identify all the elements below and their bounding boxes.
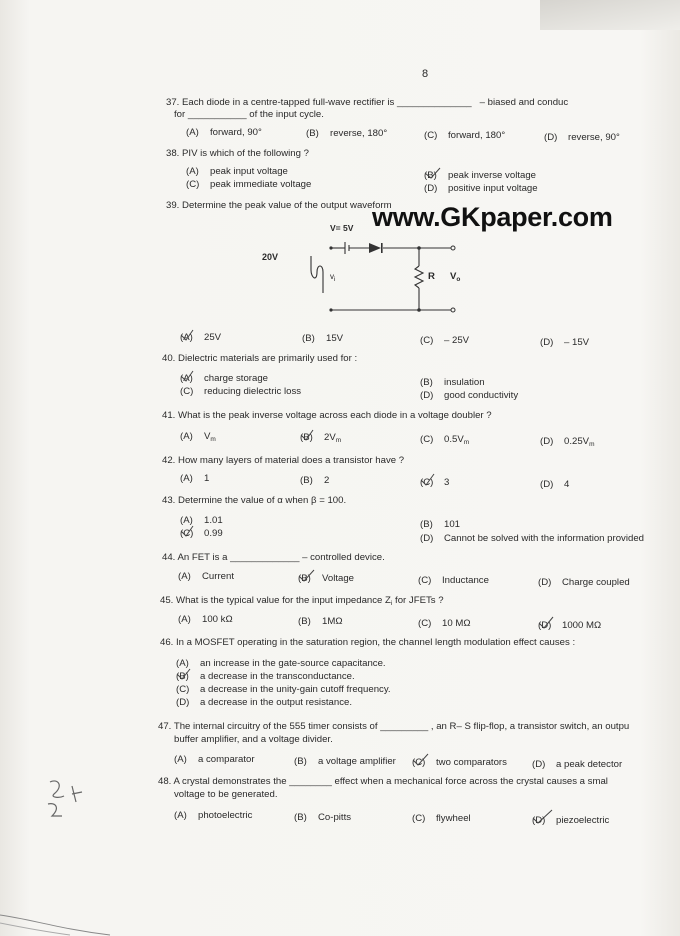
option-47-a: (A) a comparator bbox=[174, 754, 255, 765]
margin-handwriting bbox=[42, 772, 102, 832]
watermark: www.GKpaper.com bbox=[372, 202, 613, 232]
option-45-b: (B) 1MΩ bbox=[298, 616, 343, 627]
option-47-b: (B) a voltage amplifier bbox=[294, 756, 396, 767]
option-42-d: (D) 4 bbox=[540, 479, 570, 490]
option-43-d: (D) Cannot be solved with the information provided bbox=[420, 533, 644, 544]
option-46-b: (B) a decrease in the transconductance. bbox=[176, 671, 355, 682]
option-41-c: (C) $0.5V_m$ bbox=[420, 434, 470, 446]
option-48-b: (B) Co-pitts bbox=[294, 812, 352, 823]
option-48-d: (D) piezoelectric bbox=[532, 815, 610, 826]
question-45: 45. What is the typical value for the input impedance $Z_i$ for JFETs ? bbox=[160, 595, 444, 607]
question-43: 43. Determine the value of α when β = 100. bbox=[162, 495, 347, 506]
option-44-c: (C) Inductance bbox=[418, 575, 489, 586]
page-number: 8 bbox=[422, 68, 429, 80]
question-37-line2: for ___________ of the input cycle. bbox=[174, 109, 324, 120]
option-40-c: (C) reducing dielectric loss bbox=[180, 386, 302, 397]
question-42: 42. How many layers of material does a transistor have ? bbox=[162, 455, 405, 466]
option-46-c: (C) a decrease in the unity-gain cutoff frequency. bbox=[176, 684, 391, 695]
option-37-a: (A) forward, 90° bbox=[186, 127, 262, 138]
vi-label: $v_i$ bbox=[330, 272, 336, 283]
resistor-label: R bbox=[428, 271, 435, 282]
question-44: 44. An FET is a _____________ – controlled device. bbox=[162, 552, 385, 563]
tick-mark-icon bbox=[181, 526, 193, 536]
question-39: 39. Determine the peak value of the output waveform bbox=[166, 200, 392, 211]
option-47-d: (D) a peak detector bbox=[532, 759, 623, 770]
question-48-line2: voltage to be generated. bbox=[174, 789, 278, 800]
option-42-a: (A) 1 bbox=[180, 473, 210, 484]
option-42-c: (C) 3 bbox=[420, 477, 450, 488]
option-38-d: (D) positive input voltage bbox=[424, 183, 538, 194]
question-46: 46. In a MOSFET operating in the saturation region, the channel length modulation effect causes : bbox=[160, 637, 576, 648]
tick-mark-icon bbox=[301, 430, 313, 440]
option-39-b: (B) 15V bbox=[302, 333, 344, 344]
tick-mark-icon bbox=[425, 168, 440, 178]
option-44-b: (B) Voltage bbox=[298, 573, 355, 584]
question-40: 40. Dielectric materials are primarily used for : bbox=[162, 353, 358, 364]
option-43-a: (A) 1.01 bbox=[180, 515, 223, 526]
question-48: 48. A crystal demonstrates the ________ effect when a mechanical force across the crystal causes a smal bbox=[158, 776, 608, 787]
option-48-a: (A) photoelectric bbox=[174, 810, 253, 821]
option-45-c: (C) 10 MΩ bbox=[418, 618, 471, 629]
option-41-a: (A) $V_m$ bbox=[180, 431, 216, 443]
question-47: 47. The internal circuitry of the 555 timer consists of _________ , an R– S flip-flop, a transistor switch, an outpu bbox=[158, 721, 630, 732]
option-45-a: (A) 100 kΩ bbox=[178, 614, 233, 625]
option-38-c: (C) peak immediate voltage bbox=[186, 179, 312, 190]
option-38-a: (A) peak input voltage bbox=[186, 166, 288, 177]
option-41-d: (D) $0.25V_m$ bbox=[540, 436, 595, 448]
option-40-a: (A) charge storage bbox=[180, 373, 268, 384]
option-37-b: (B) reverse, 180° bbox=[306, 128, 388, 139]
option-37-c: (C) forward, 180° bbox=[424, 130, 506, 141]
option-44-d: (D) Charge coupled bbox=[538, 577, 630, 588]
option-39-c: (C) – 25V bbox=[420, 335, 470, 346]
option-45-d: (D) 1000 MΩ bbox=[538, 620, 602, 631]
tick-mark-icon bbox=[181, 371, 193, 381]
option-39-d: (D) – 15V bbox=[540, 337, 590, 348]
option-48-c: (C) flywheel bbox=[412, 813, 471, 824]
tick-mark-icon bbox=[413, 754, 428, 765]
option-46-d: (D) a decrease in the output resistance. bbox=[176, 697, 352, 708]
option-46-a: (A) an increase in the gate-source capacitance. bbox=[176, 658, 386, 669]
tick-mark-icon bbox=[181, 330, 193, 340]
battery-label: V= 5V bbox=[330, 223, 354, 233]
question-41: 41. What is the peak inverse voltage across each diode in a voltage doubler ? bbox=[162, 410, 492, 421]
question-47-line2: buffer amplifier, and a voltage divider. bbox=[174, 734, 333, 745]
option-43-b: (B) 101 bbox=[420, 519, 461, 530]
tick-mark-icon bbox=[533, 810, 552, 823]
option-37-d: (D) reverse, 90° bbox=[544, 132, 620, 143]
question-38: 38. PIV is which of the following ? bbox=[166, 148, 309, 159]
option-43-c: (C) 0.99 bbox=[180, 528, 223, 539]
tick-mark-icon bbox=[539, 617, 553, 628]
scan-edge-artifact bbox=[0, 905, 120, 936]
option-38-b: (B) peak inverse voltage bbox=[424, 170, 536, 181]
option-39-a: (A) 25V bbox=[180, 332, 222, 343]
option-47-c: (C) two comparators bbox=[412, 757, 507, 768]
option-44-a: (A) Current bbox=[178, 571, 234, 582]
tick-mark-icon bbox=[421, 474, 434, 485]
option-40-b: (B) insulation bbox=[420, 377, 485, 388]
option-41-b: (B) $2V_m$ bbox=[300, 432, 342, 444]
tick-mark-icon bbox=[177, 669, 190, 679]
source-voltage-label: 20V bbox=[262, 252, 279, 262]
vo-label: $V_o$ bbox=[450, 271, 461, 283]
question-37: 37. Each diode in a centre-tapped full-wave rectifier is ______________ – biased and conduc bbox=[166, 97, 569, 108]
option-42-b: (B) 2 bbox=[300, 475, 330, 486]
option-40-d: (D) good conductivity bbox=[420, 390, 519, 401]
tick-mark-icon bbox=[299, 570, 314, 581]
